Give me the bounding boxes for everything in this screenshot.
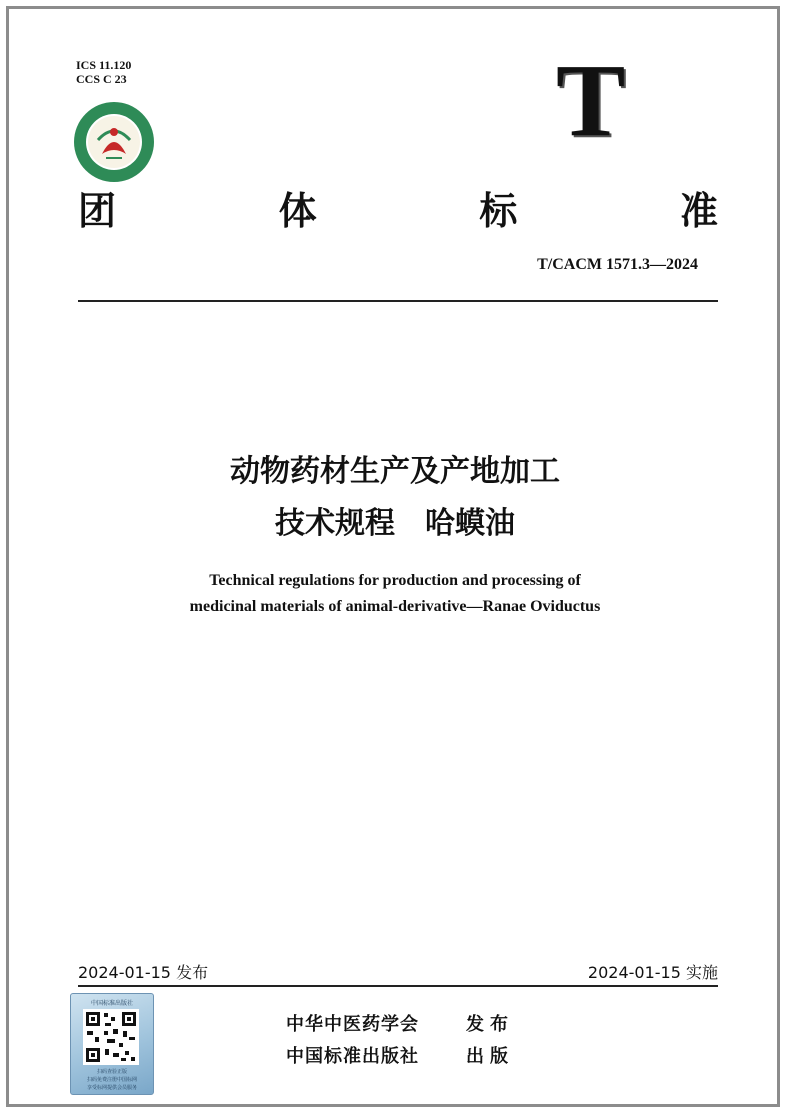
association-logo — [72, 100, 156, 184]
label-line: 扫码查验正版 — [96, 1069, 127, 1075]
label-header: 中国标准出版社 — [90, 1000, 133, 1007]
heading-char: 准 — [679, 189, 718, 233]
standard-type-letter: T — [556, 43, 626, 158]
chinese-title-line-1: 动物药材生产及产地加工 — [230, 454, 560, 489]
publisher-name: 中国标准出版社 — [286, 1046, 419, 1067]
standard-number: T/CACM 1571.3—2024 — [537, 256, 698, 273]
document-heading — [78, 180, 718, 235]
classification-codes — [76, 58, 131, 86]
divider — [78, 985, 718, 987]
publisher-action: 发布 — [466, 1014, 514, 1035]
qr-code-icon — [83, 1009, 139, 1065]
publisher-name: 中华中医药学会 — [286, 1014, 419, 1035]
english-title-line-2: medicinal materials of animal-derivative—Ranae Oviductus — [189, 598, 601, 615]
label-line: 享受标网提供会员服务 — [86, 1085, 137, 1091]
heading-char: 团 — [78, 189, 117, 233]
heading-char: 体 — [278, 189, 317, 233]
anti-counterfeit-label — [70, 993, 154, 1095]
issue-date: 2024-01-15 发布 — [78, 963, 209, 982]
ccs-code: CCS C 23 — [76, 72, 127, 86]
english-title-line-1: Technical regulations for production and processing of — [209, 572, 581, 589]
label-footer — [73, 1068, 151, 1092]
implement-date: 2024-01-15 实施 — [587, 963, 718, 982]
ics-code: ICS 11.120 — [76, 58, 132, 72]
heading-char: 标 — [479, 189, 518, 233]
divider — [78, 300, 718, 302]
publisher-action: 出版 — [466, 1046, 514, 1067]
label-line: 扫码免费注册中国标网 — [86, 1077, 137, 1083]
chinese-title-line-2: 技术规程 哈蟆油 — [275, 506, 515, 541]
